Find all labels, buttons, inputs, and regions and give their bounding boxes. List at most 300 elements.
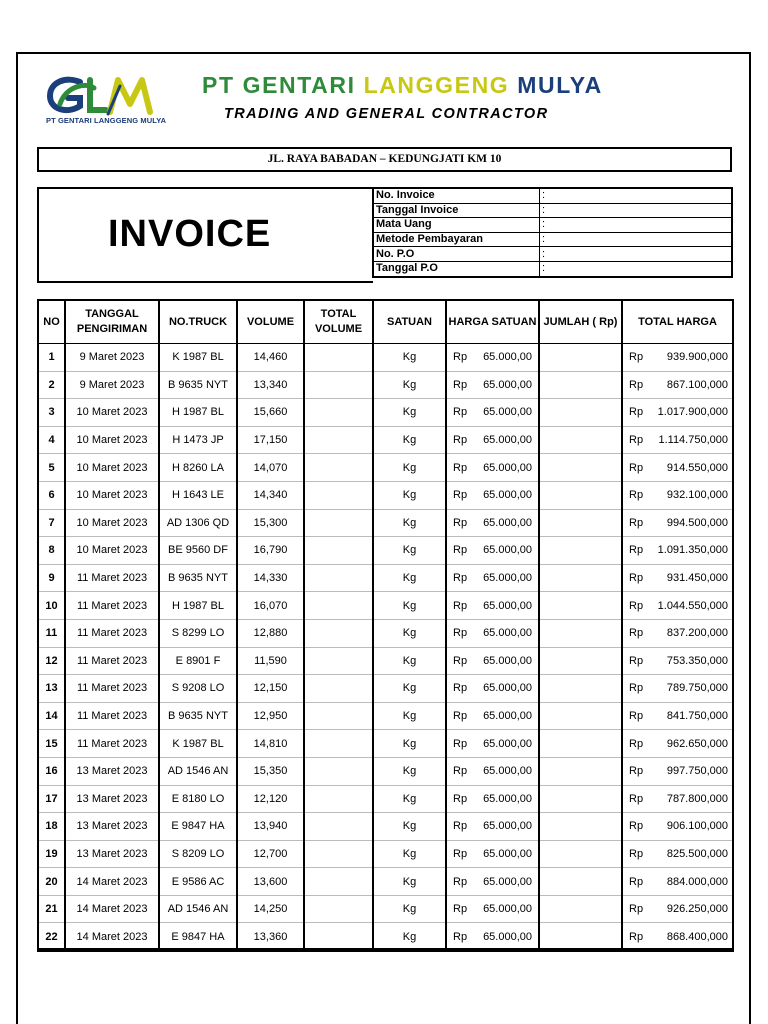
total-volume-cell [304,509,373,537]
currency-label: Rp [453,820,468,833]
truck-number-cell: E 8901 F [159,647,237,675]
amount-cell [539,344,622,372]
delivery-date-cell: 10 Maret 2023 [65,426,159,454]
unit-cell: Kg [373,785,446,813]
currency-label: Rp [629,544,644,557]
invoice-items-table [37,299,734,952]
row-number-cell: 9 [38,564,65,592]
meta-label: Tanggal Invoice [373,203,540,218]
unit-price-cell [446,481,539,509]
company-tagline: TRADING AND GENERAL CONTRACTOR [224,106,549,122]
volume-cell: 15,350 [237,757,304,785]
currency-label: Rp [629,903,644,916]
currency-label: Rp [629,737,644,750]
volume-cell: 12,120 [237,785,304,813]
total-price-value: 1.044.550,000 [657,599,728,612]
unit-price-cell [446,840,539,868]
unit-cell: Kg [373,564,446,592]
row-number-cell: 18 [38,813,65,841]
currency-label: Rp [629,820,644,833]
amount-cell [539,426,622,454]
currency-label: Rp [453,682,468,695]
currency-label: Rp [453,516,468,529]
unit-price-cell [446,564,539,592]
unit-cell: Kg [373,481,446,509]
row-number-cell: 19 [38,840,65,868]
amount-cell [539,592,622,620]
total-price-cell [622,344,733,372]
volume-cell: 14,330 [237,564,304,592]
currency-label: Rp [453,765,468,778]
total-volume-cell [304,895,373,923]
row-number-cell: 16 [38,757,65,785]
total-price-cell [622,895,733,923]
unit-price-cell [446,868,539,896]
unit-cell: Kg [373,399,446,427]
meta-value: : [540,247,733,262]
meta-value: : [540,261,733,276]
table-row [38,426,733,454]
total-volume-cell [304,537,373,565]
total-price-value: 789.750,000 [666,682,728,695]
unit-price-value: 65.000,00 [483,351,532,364]
volume-cell: 14,250 [237,895,304,923]
unit-price-cell [446,344,539,372]
column-header-truck: NO.TRUCK [159,300,237,344]
unit-cell: Kg [373,675,446,703]
unit-price-value: 65.000,00 [483,627,532,640]
delivery-date-cell: 11 Maret 2023 [65,702,159,730]
truck-number-cell: E 8180 LO [159,785,237,813]
currency-label: Rp [629,461,644,474]
unit-price-cell [446,730,539,758]
row-number-cell: 14 [38,702,65,730]
unit-cell: Kg [373,923,446,951]
row-number-cell: 11 [38,619,65,647]
currency-label: Rp [629,875,644,888]
volume-cell: 13,600 [237,868,304,896]
unit-cell: Kg [373,868,446,896]
volume-cell: 14,340 [237,481,304,509]
total-volume-cell [304,371,373,399]
logo-caption: PT GENTARI LANGGENG MULYA [46,116,167,125]
total-price-cell [622,509,733,537]
total-price-value: 914.550,000 [666,461,728,474]
total-price-cell [622,757,733,785]
total-volume-cell [304,481,373,509]
total-volume-cell [304,813,373,841]
volume-cell: 17,150 [237,426,304,454]
unit-price-cell [446,399,539,427]
row-number-cell: 22 [38,923,65,951]
unit-price-value: 65.000,00 [483,378,532,391]
volume-cell: 15,660 [237,399,304,427]
currency-label: Rp [629,406,644,419]
amount-cell [539,509,622,537]
table-bottom-border [37,948,732,950]
truck-number-cell: E 9847 HA [159,923,237,951]
total-price-value: 753.350,000 [666,654,728,667]
total-price-value: 1.017.900,000 [657,406,728,419]
delivery-date-cell: 10 Maret 2023 [65,454,159,482]
truck-number-cell: B 9635 NYT [159,564,237,592]
total-price-value: 962.650,000 [666,737,728,750]
glm-logo-icon [46,74,166,118]
volume-cell: 13,360 [237,923,304,951]
unit-price-cell [446,537,539,565]
row-number-cell: 12 [38,647,65,675]
unit-price-cell [446,785,539,813]
unit-price-value: 65.000,00 [483,599,532,612]
total-volume-cell [304,454,373,482]
total-price-value: 932.100,000 [666,489,728,502]
meta-value: : [540,218,733,233]
currency-label: Rp [453,737,468,750]
table-row [38,344,733,372]
table-body [38,344,733,952]
total-price-cell [622,619,733,647]
currency-label: Rp [629,654,644,667]
amount-cell [539,813,622,841]
total-price-cell [622,454,733,482]
table-row [38,399,733,427]
truck-number-cell: H 8260 LA [159,454,237,482]
currency-label: Rp [629,627,644,640]
total-volume-cell [304,840,373,868]
invoice-title: INVOICE [108,213,272,255]
currency-label: Rp [453,378,468,391]
amount-cell [539,702,622,730]
total-price-value: 868.400,000 [666,930,728,943]
volume-cell: 13,340 [237,371,304,399]
delivery-date-cell: 11 Maret 2023 [65,619,159,647]
volume-cell: 12,700 [237,840,304,868]
total-volume-cell [304,647,373,675]
amount-cell [539,647,622,675]
delivery-date-cell: 11 Maret 2023 [65,647,159,675]
row-number-cell: 13 [38,675,65,703]
unit-price-value: 65.000,00 [483,903,532,916]
currency-label: Rp [453,489,468,502]
total-price-value: 906.100,000 [666,820,728,833]
currency-label: Rp [453,875,468,888]
volume-cell: 14,460 [237,344,304,372]
row-number-cell: 10 [38,592,65,620]
row-number-cell: 15 [38,730,65,758]
delivery-date-cell: 10 Maret 2023 [65,399,159,427]
total-price-cell [622,564,733,592]
unit-price-value: 65.000,00 [483,434,532,447]
total-volume-cell [304,619,373,647]
unit-price-value: 65.000,00 [483,930,532,943]
unit-price-cell [446,923,539,951]
delivery-date-cell: 11 Maret 2023 [65,564,159,592]
column-header-no: NO [38,300,65,344]
unit-cell: Kg [373,647,446,675]
unit-cell: Kg [373,454,446,482]
truck-number-cell: AD 1546 AN [159,757,237,785]
total-price-cell [622,785,733,813]
truck-number-cell: S 8299 LO [159,619,237,647]
total-price-value: 884.000,000 [666,875,728,888]
volume-cell: 12,950 [237,702,304,730]
total-price-cell [622,923,733,951]
amount-cell [539,840,622,868]
table-row [38,868,733,896]
unit-price-cell [446,371,539,399]
amount-cell [539,371,622,399]
table-row [38,537,733,565]
column-header-unit-price: HARGA SATUAN [446,300,539,344]
unit-price-value: 65.000,00 [483,682,532,695]
row-number-cell: 4 [38,426,65,454]
total-price-value: 931.450,000 [666,572,728,585]
total-price-value: 787.800,000 [666,792,728,805]
unit-price-value: 65.000,00 [483,406,532,419]
table-row [38,895,733,923]
currency-label: Rp [629,378,644,391]
unit-price-cell [446,895,539,923]
column-header-volume: VOLUME [237,300,304,344]
meta-row [373,203,732,218]
total-price-cell [622,813,733,841]
unit-cell: Kg [373,344,446,372]
delivery-date-cell: 11 Maret 2023 [65,675,159,703]
total-price-value: 997.750,000 [666,765,728,778]
total-price-cell [622,730,733,758]
total-price-value: 926.250,000 [666,903,728,916]
delivery-date-cell: 10 Maret 2023 [65,509,159,537]
currency-label: Rp [629,710,644,723]
table-row [38,675,733,703]
unit-price-cell [446,592,539,620]
total-price-cell [622,592,733,620]
unit-cell: Kg [373,371,446,399]
amount-cell [539,537,622,565]
volume-cell: 12,150 [237,675,304,703]
table-row [38,702,733,730]
table-row [38,592,733,620]
table-row [38,757,733,785]
currency-label: Rp [453,406,468,419]
row-number-cell: 8 [38,537,65,565]
unit-price-cell [446,702,539,730]
unit-price-value: 65.000,00 [483,654,532,667]
unit-price-cell [446,675,539,703]
unit-cell: Kg [373,537,446,565]
delivery-date-cell: 11 Maret 2023 [65,592,159,620]
amount-cell [539,454,622,482]
truck-number-cell: K 1987 BL [159,344,237,372]
unit-price-value: 65.000,00 [483,765,532,778]
delivery-date-cell: 11 Maret 2023 [65,730,159,758]
unit-cell: Kg [373,757,446,785]
invoice-meta-table [372,187,733,278]
currency-label: Rp [629,489,644,502]
volume-cell: 15,300 [237,509,304,537]
currency-label: Rp [629,930,644,943]
table-row [38,481,733,509]
table-row [38,371,733,399]
meta-row [373,188,732,203]
truck-number-cell: S 9208 LO [159,675,237,703]
currency-label: Rp [453,930,468,943]
delivery-date-cell: 14 Maret 2023 [65,895,159,923]
table-row [38,813,733,841]
table-row [38,564,733,592]
volume-cell: 11,590 [237,647,304,675]
row-number-cell: 17 [38,785,65,813]
unit-price-value: 65.000,00 [483,820,532,833]
unit-price-value: 65.000,00 [483,516,532,529]
currency-label: Rp [453,710,468,723]
total-volume-cell [304,868,373,896]
truck-number-cell: E 9847 HA [159,813,237,841]
unit-cell: Kg [373,509,446,537]
unit-price-value: 65.000,00 [483,875,532,888]
total-price-value: 1.114.750,000 [658,434,728,447]
unit-cell: Kg [373,813,446,841]
meta-label: Tanggal P.O [373,261,540,276]
unit-cell: Kg [373,702,446,730]
table-row [38,454,733,482]
table-row [38,509,733,537]
meta-row [373,232,732,247]
amount-cell [539,785,622,813]
row-number-cell: 3 [38,399,65,427]
unit-cell: Kg [373,840,446,868]
total-price-value: 1.091.350,000 [657,544,728,557]
currency-label: Rp [629,351,644,364]
unit-price-value: 65.000,00 [483,572,532,585]
currency-label: Rp [629,682,644,695]
total-volume-cell [304,923,373,951]
volume-cell: 13,940 [237,813,304,841]
company-name-part2: LANGGENG [363,72,510,98]
truck-number-cell: S 8209 LO [159,840,237,868]
delivery-date-cell: 9 Maret 2023 [65,344,159,372]
delivery-date-cell: 13 Maret 2023 [65,757,159,785]
currency-label: Rp [453,544,468,557]
volume-cell: 14,070 [237,454,304,482]
total-price-value: 994.500,000 [666,516,728,529]
company-address: JL. RAYA BABADAN – KEDUNGJATI KM 10 [37,147,732,172]
total-price-value: 837.200,000 [666,627,728,640]
meta-row [373,218,732,233]
total-volume-cell [304,702,373,730]
currency-label: Rp [453,461,468,474]
table-header-row [38,300,733,344]
unit-price-cell [446,619,539,647]
row-number-cell: 7 [38,509,65,537]
currency-label: Rp [629,434,644,447]
unit-price-cell [446,813,539,841]
currency-label: Rp [629,847,644,860]
delivery-date-cell: 14 Maret 2023 [65,923,159,951]
delivery-date-cell: 13 Maret 2023 [65,813,159,841]
unit-cell: Kg [373,426,446,454]
truck-number-cell: H 1473 JP [159,426,237,454]
meta-label: No. Invoice [373,188,540,203]
total-price-cell [622,647,733,675]
amount-cell [539,399,622,427]
table-row [38,840,733,868]
currency-label: Rp [629,765,644,778]
total-volume-cell [304,426,373,454]
currency-label: Rp [453,654,468,667]
meta-value: : [540,188,733,203]
amount-cell [539,619,622,647]
total-volume-cell [304,344,373,372]
total-price-cell [622,840,733,868]
truck-number-cell: AD 1546 AN [159,895,237,923]
total-price-cell [622,675,733,703]
total-price-value: 825.500,000 [666,847,728,860]
total-price-cell [622,399,733,427]
column-header-unit: SATUAN [373,300,446,344]
unit-price-value: 65.000,00 [483,847,532,860]
table-row [38,619,733,647]
currency-label: Rp [453,792,468,805]
table-row [38,730,733,758]
currency-label: Rp [453,434,468,447]
total-volume-cell [304,399,373,427]
currency-label: Rp [453,599,468,612]
truck-number-cell: B 9635 NYT [159,702,237,730]
amount-cell [539,868,622,896]
row-number-cell: 5 [38,454,65,482]
meta-value: : [540,203,733,218]
table-row [38,647,733,675]
currency-label: Rp [453,903,468,916]
unit-price-cell [446,426,539,454]
meta-label: Metode Pembayaran [373,232,540,247]
volume-cell: 16,790 [237,537,304,565]
currency-label: Rp [453,572,468,585]
company-name [202,72,603,99]
delivery-date-cell: 10 Maret 2023 [65,537,159,565]
table-row [38,785,733,813]
delivery-date-cell: 10 Maret 2023 [65,481,159,509]
row-number-cell: 6 [38,481,65,509]
delivery-date-cell: 13 Maret 2023 [65,840,159,868]
currency-label: Rp [453,847,468,860]
company-name-part1: PT GENTARI [202,72,356,98]
volume-cell: 14,810 [237,730,304,758]
unit-price-value: 65.000,00 [483,792,532,805]
total-volume-cell [304,730,373,758]
amount-cell [539,730,622,758]
currency-label: Rp [453,627,468,640]
unit-price-cell [446,454,539,482]
currency-label: Rp [629,572,644,585]
amount-cell [539,481,622,509]
amount-cell [539,675,622,703]
column-header-amount: JUMLAH ( Rp) [539,300,622,344]
truck-number-cell: E 9586 AC [159,868,237,896]
total-volume-cell [304,675,373,703]
unit-price-cell [446,647,539,675]
delivery-date-cell: 13 Maret 2023 [65,785,159,813]
amount-cell [539,564,622,592]
unit-cell: Kg [373,895,446,923]
meta-value: : [540,232,733,247]
total-volume-cell [304,785,373,813]
unit-cell: Kg [373,592,446,620]
column-header-total-price: TOTAL HARGA [622,300,733,344]
column-header-date: TANGGAL PENGIRIMAN [65,300,159,344]
total-price-cell [622,537,733,565]
